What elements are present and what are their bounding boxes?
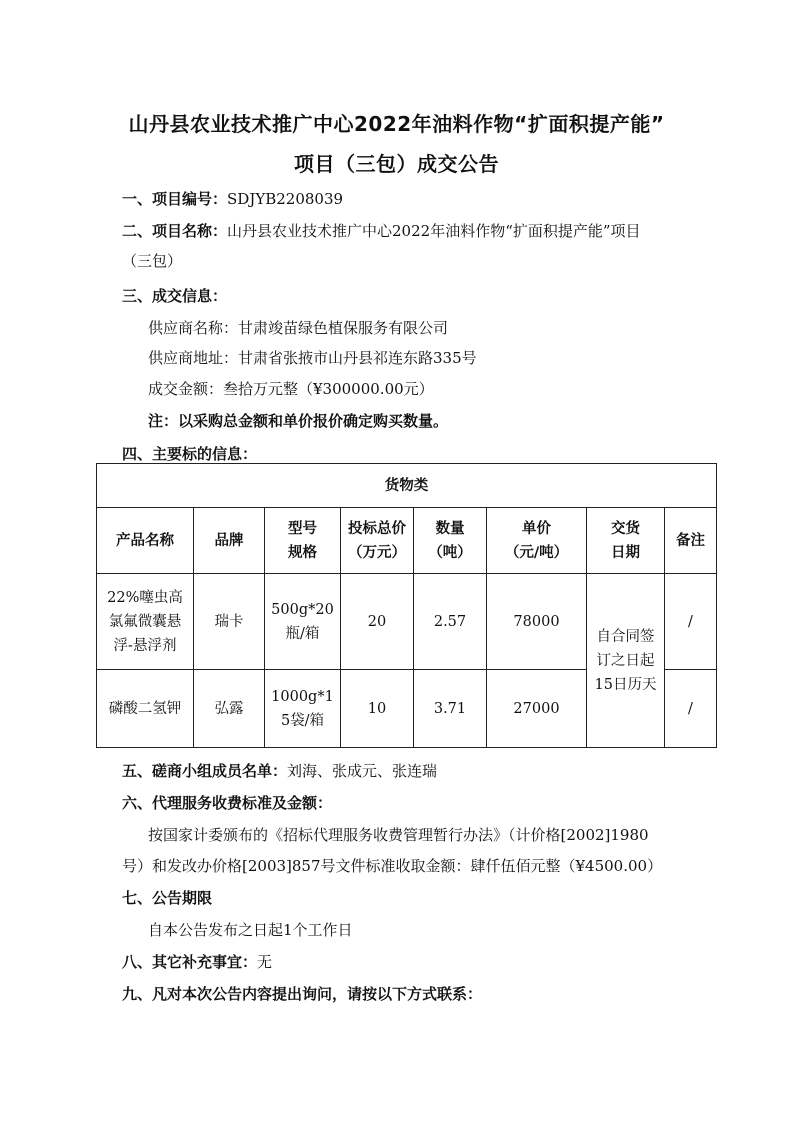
project-name-continued: （三包） bbox=[122, 252, 183, 270]
column-header: 产品名称 bbox=[97, 508, 194, 574]
goods-table bbox=[96, 463, 717, 748]
quantity-cell: 3.71 bbox=[414, 670, 487, 748]
supplier-address: 供应商地址：甘肃省张掖市山丹县祁连东路335号 bbox=[148, 349, 477, 367]
section-project-number bbox=[122, 188, 343, 209]
section-project-name bbox=[122, 220, 641, 241]
section-panel-members bbox=[122, 760, 437, 781]
other-matters-value: 无 bbox=[257, 953, 273, 971]
project-name-value: 山丹县农业技术推广中心2022年油料作物“扩面积提产能”项目 bbox=[227, 222, 641, 240]
purchase-note: 注：以采购总金额和单价报价确定购买数量。 bbox=[148, 412, 449, 430]
project-number-value: SDJYB2208039 bbox=[227, 190, 344, 208]
brand-cell: 弘露 bbox=[194, 670, 265, 748]
delivery-date-cell: 自合同签 订之日起 15日历天 bbox=[587, 574, 665, 748]
column-header: 型号 规格 bbox=[265, 508, 341, 574]
unit-price-cell: 78000 bbox=[487, 574, 587, 670]
column-header: 品牌 bbox=[194, 508, 265, 574]
unit-price-cell: 27000 bbox=[487, 670, 587, 748]
document-title-line2: 项目（三包）成交公告 bbox=[294, 152, 499, 176]
section-label: 五、磋商小组成员名单： bbox=[122, 762, 288, 780]
section-label: 八、其它补充事宜： bbox=[122, 953, 258, 971]
section-main-items-label: 四、主要标的信息： bbox=[122, 445, 258, 463]
brand-cell: 瑞卡 bbox=[194, 574, 265, 670]
remark-cell: / bbox=[665, 574, 717, 670]
table-row bbox=[97, 574, 717, 670]
agency-fee-text-line1: 按国家计委颁布的《招标代理服务收费管理暂行办法》（计价格[2002]1980 bbox=[148, 826, 649, 844]
deal-amount: 成交金额：叁拾万元整（¥300000.00元） bbox=[148, 380, 434, 398]
section-deal-info-label: 三、成交信息： bbox=[122, 287, 228, 305]
column-header: 数量 （吨） bbox=[414, 508, 487, 574]
section-label: 一、项目编号： bbox=[122, 190, 228, 208]
section-agency-fee-label: 六、代理服务收费标准及金额： bbox=[122, 794, 333, 812]
notice-period-value: 自本公告发布之日起1个工作日 bbox=[148, 921, 353, 939]
total-price-cell: 20 bbox=[341, 574, 414, 670]
product-name-cell: 22%噻虫高 氯氟微囊悬 浮-悬浮剂 bbox=[97, 574, 194, 670]
spec-cell: 1000g*1 5袋/箱 bbox=[265, 670, 341, 748]
spec-cell: 500g*20 瓶/箱 bbox=[265, 574, 341, 670]
agency-fee-text-line2: 号）和发改办价格[2003]857号文件标准收取金额：肆仟伍佰元整（¥4500.00） bbox=[122, 857, 663, 875]
remark-cell: / bbox=[665, 670, 717, 748]
column-header: 投标总价 （万元） bbox=[341, 508, 414, 574]
supplier-name: 供应商名称：甘肃竣苗绿色植保服务有限公司 bbox=[148, 319, 449, 337]
total-price-cell: 10 bbox=[341, 670, 414, 748]
table-category-header: 货物类 bbox=[97, 464, 717, 508]
quantity-cell: 2.57 bbox=[414, 574, 487, 670]
section-contact-label: 九、凡对本次公告内容提出询问，请按以下方式联系： bbox=[122, 985, 483, 1003]
section-notice-period-label: 七、公告期限 bbox=[122, 889, 213, 907]
column-header: 交货 日期 bbox=[587, 508, 665, 574]
column-header: 单价 （元/吨） bbox=[487, 508, 587, 574]
document-title-line1: 山丹县农业技术推广中心2022年油料作物“扩面积提产能” bbox=[128, 112, 665, 136]
section-label: 二、项目名称： bbox=[122, 222, 228, 240]
product-name-cell: 磷酸二氢钾 bbox=[97, 670, 194, 748]
section-other-matters bbox=[122, 951, 272, 972]
panel-members-value: 刘海、张成元、张连瑞 bbox=[287, 762, 438, 780]
column-header: 备注 bbox=[665, 508, 717, 574]
